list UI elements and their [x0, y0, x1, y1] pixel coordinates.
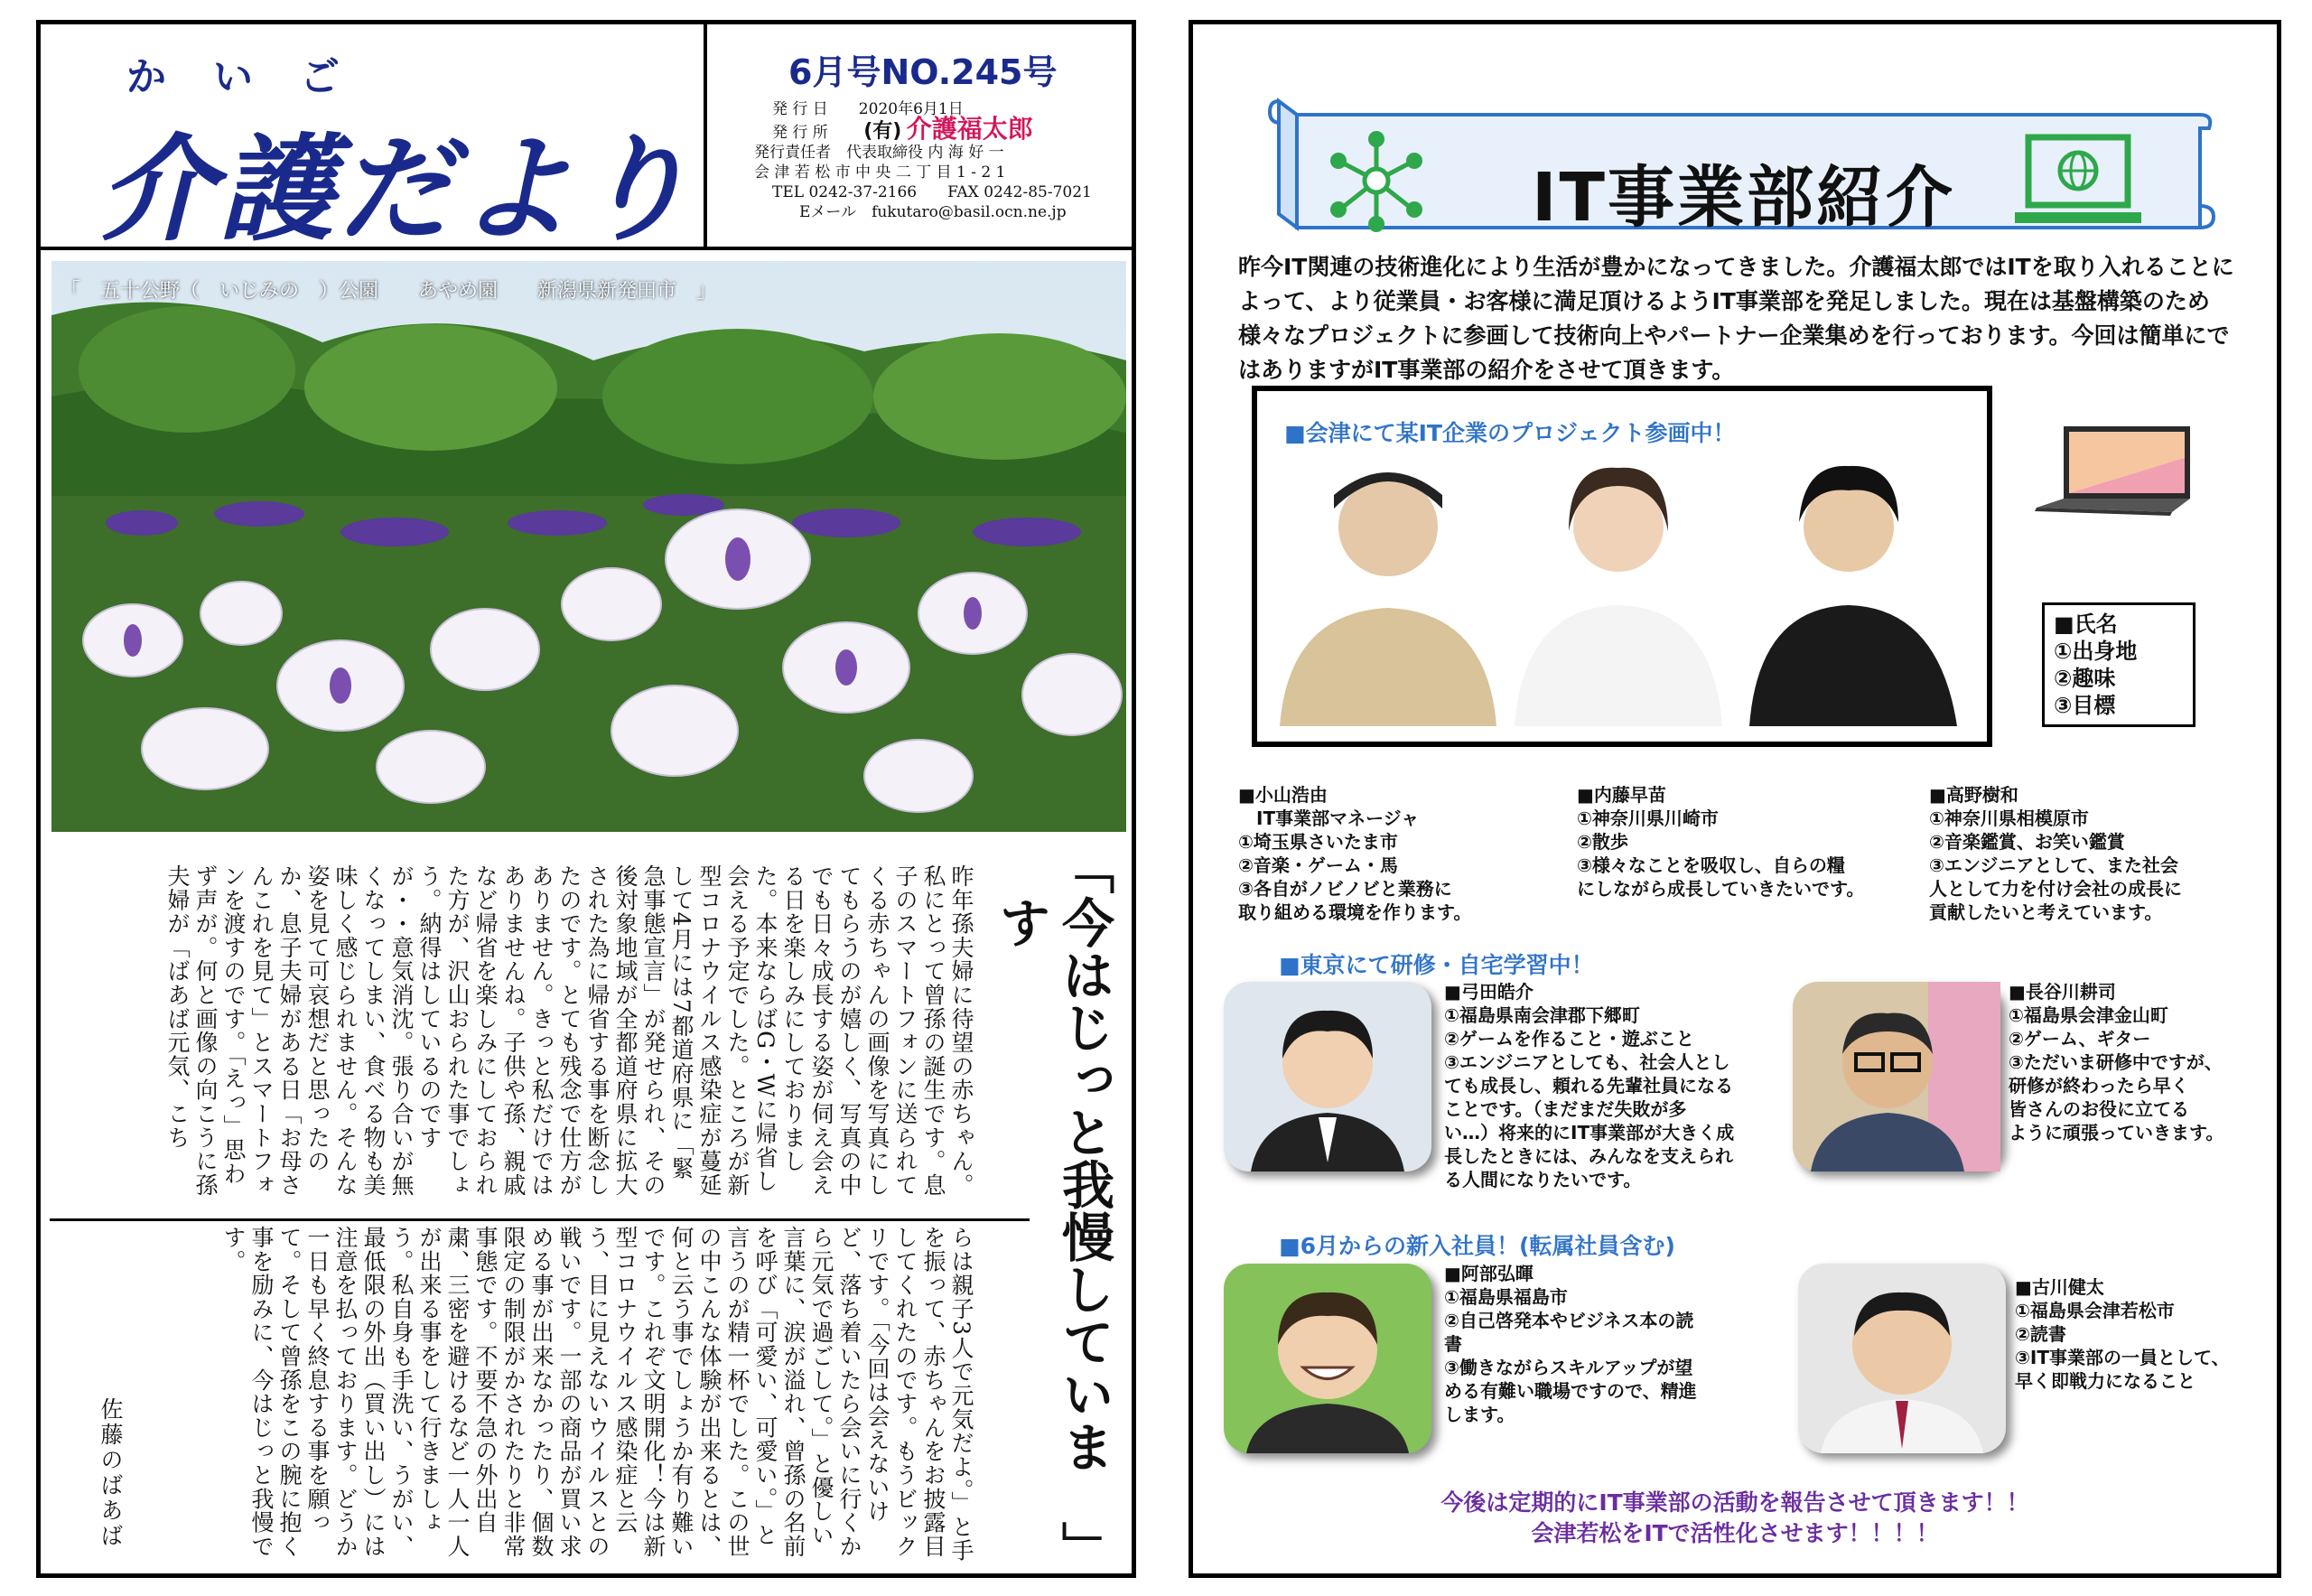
- portrait-illustration: [1793, 982, 2000, 1171]
- article-body-bottom: らは親子3人で元気だよ。」と手を振って、赤ちゃんをお披露目してくれたのです。もうビックリです。「今回は会えないけど、落ち着いたら会いに行くから元気で過ごして。」と優しい言葉に、涙が溢れ、曾孫の名前を呼び「可愛い、可愛い。」と言うのが精一杯でした。この世の中こんな体験が出来るとは、何と云う事でしょうか有り難いです。これぞ文明開化！今は新型コロナウイルス感染症と云う、目に見えないウイルスとの戦いです。一部の商品が買い求める事が出来なかったり、個数限定の制限がかされたりと非常事態です。不要不急の外出自粛、三密を避けるなど一人一人が出来る事をして行きましょう。私自身も手洗い、うがい、最低限の外出（買い出し）には注意を払っております。どうか一日も早く終息する事を願って。そして曾孫をこの腕に抱く事を励みに、今はじっと我慢です。: [220, 1226, 974, 1563]
- profile-line: ③エンジニアとしても、社会人とし: [1444, 1051, 1730, 1073]
- address: 会 津 若 松 市 中 央 二 丁 目 1 - 2 1: [754, 163, 1006, 182]
- profile-line: IT事業部マネージャ: [1238, 807, 1420, 829]
- profile-line: ①福島県南会津郡下郷町: [1444, 1004, 1640, 1026]
- article-body-top: 昨年孫夫婦に待望の赤ちゃん。私にとって曾孫の誕生です。息子のスマートフォンに送られてくる赤ちゃんの画像を写真にしてもらうのが嬉しく、写真の中でも日々成長する姿が伺え会える日を楽しみにしておりました。本来ならばG・Wに帰省し会える予定でした。ところが新型コロナウイルス感染症が蔓延して4月には7都道府県に「緊急事態宣言」が発せられ、その後対象地域が全都道府県に拡大された為に帰省する事を断念したのです。とても残念で仕方がありません。きっと私だけではありませんね。子供や孫、親戚など帰省を楽しみにしておられた方が、沢山おられた事でしょう。納得はしているのですが・・意気消沈。張り合いが無くなってしまい、食べる物も美味しく感じられません。そんな姿を見て可哀想だと思ったのか、息子夫婦がある日「お母さんこれを見て」とスマートフォンを渡すのです。「えっ」思わず声が。何と画像の向こうに孫夫婦が「ばあば元気、こち: [164, 864, 974, 1198]
- profile-line: ②読書: [2015, 1323, 2066, 1345]
- publisher-line: [754, 114, 1136, 144]
- profile-legend: [2042, 602, 2195, 727]
- legend-line: ③目標: [2054, 693, 2116, 718]
- profile-hasegawa: [2009, 980, 2223, 1144]
- profile-name: ■長谷川耕司: [2009, 981, 2116, 1003]
- heading-open-bracket: 「: [1053, 842, 1114, 894]
- article-heading: [990, 842, 1115, 1573]
- heading-close-bracket: 」: [1053, 1521, 1114, 1573]
- profile-line: 人として力を付け会社の成長に: [1929, 878, 2182, 900]
- legend-line: ■氏名: [2054, 611, 2118, 637]
- closing-message: [1193, 1488, 2277, 1549]
- avatar-furukawa: [1798, 1264, 2006, 1453]
- profile-line: します。: [1444, 1404, 1515, 1425]
- profile-line: める有難い職場ですので、精進: [1444, 1380, 1697, 1402]
- publisher-label: 発 行 所: [772, 124, 828, 142]
- newsletter-it-page: [1189, 20, 2281, 1578]
- profile-line: ②音楽・ゲーム・馬: [1238, 854, 1398, 876]
- publisher-prefix: (有): [863, 120, 902, 143]
- profile-yumita: [1444, 980, 1734, 1191]
- profile-koyama: [1238, 783, 1471, 924]
- legend-line: ①出身地: [2054, 639, 2138, 664]
- profile-name: ■阿部弘暉: [1444, 1263, 1534, 1284]
- profile-name: ■高野樹和: [1929, 784, 2018, 806]
- profile-line: ③エンジニアとして、また社会: [1929, 854, 2179, 876]
- team-photo-illustration: [1271, 405, 1972, 726]
- portrait-illustration: [1224, 1264, 1431, 1453]
- profile-line: い…）将来的にIT事業部が大きく成: [1444, 1122, 1735, 1143]
- profile-line: ②自己啓発本やビジネス本の読: [1444, 1310, 1694, 1331]
- portrait-illustration: [1798, 1264, 2006, 1453]
- profile-line: ①福島県会津若松市: [2015, 1300, 2175, 1321]
- profile-abe: [1444, 1262, 1697, 1426]
- profile-line: ように頑張っていきます。: [2009, 1122, 2224, 1143]
- profile-line: にしながら成長していきたいです。: [1577, 878, 1865, 900]
- profile-line: ①神奈川県川崎市: [1577, 807, 1719, 829]
- newsletter-title: 介護だより: [99, 123, 696, 257]
- profile-line: ②ゲーム、ギター: [2009, 1028, 2151, 1050]
- network-people-icon: [1322, 126, 1431, 235]
- profile-line: 書: [1444, 1333, 1462, 1355]
- portrait-illustration: [1224, 982, 1431, 1171]
- section-heading-aizu: ■会津にて某IT企業のプロジェクト参画中！: [1284, 420, 1736, 446]
- profile-furukawa: [2015, 1275, 2230, 1393]
- avatar-abe: [1224, 1264, 1431, 1453]
- profile-line: ても成長し、頼れる先輩社員になる: [1444, 1075, 1733, 1097]
- iris-garden-photo: [51, 261, 1126, 832]
- profile-line: ①福島県福島市: [1444, 1286, 1568, 1308]
- profile-line: ①埼玉県さいたま市: [1238, 831, 1398, 853]
- intro-paragraph: 昨今IT関連の技術進化により生活が豊かになってきました。介護福太郎ではITを取り入れることによって、より従業員・お客様に満足頂けるようIT事業部を発足しました。現在は基盤構築のため様々なプロジェクトに参画して技術向上やパートナー企業集めを行っております。今回は簡単にではありますがIT事業部の紹介をさせて頂きます。: [1238, 254, 2234, 383]
- profile-line: 長したときには、みんなを支えられ: [1444, 1145, 1733, 1167]
- profile-line: ③ただいま研修中ですが、: [2009, 1051, 2223, 1073]
- closing-line-1: 今後は定期的にIT事業部の活動を報告させて頂きます！！: [1440, 1489, 2029, 1516]
- avatar-yumita: [1224, 982, 1431, 1171]
- profile-name: ■弓田皓介: [1444, 981, 1534, 1003]
- laptop-globe-icon: [2010, 133, 2146, 232]
- avatar-hasegawa: [1793, 982, 2000, 1171]
- issue-date: 発 行 日 2020年6月1日: [772, 100, 964, 118]
- masthead-title-block: [41, 24, 707, 257]
- tel-fax: TEL 0242-37-2166 FAX 0242-85-7021: [772, 183, 1092, 201]
- profile-line: ②音楽鑑賞、お笑い鑑賞: [1929, 831, 2125, 853]
- article-heading-text: 今はじっと我慢しています: [990, 896, 1114, 1472]
- article-author: 佐藤のばあば: [98, 1397, 124, 1549]
- section-heading-new-employees: ■6月からの新入社員！(転属社員含む): [1279, 1233, 1675, 1259]
- laptop-image: [2018, 422, 2199, 530]
- publisher-name: 介護福太郎: [906, 114, 1033, 144]
- section-heading-tokyo: ■東京にて研修・自宅学習中！: [1279, 952, 1594, 978]
- profile-name: ■内藤早苗: [1577, 784, 1666, 806]
- profile-line: 取り組める環境を作ります。: [1238, 901, 1472, 923]
- profile-line: ①福島県会津金山町: [2009, 1004, 2168, 1026]
- profile-line: ことです。（まだまだ失敗が多: [1444, 1098, 1687, 1120]
- legend-line: ②趣味: [2054, 666, 2116, 691]
- profile-line: ①神奈川県相模原市: [1929, 807, 2089, 829]
- profile-line: 貢献したいと考えています。: [1929, 901, 2163, 923]
- profile-name: ■小山浩由: [1238, 784, 1328, 806]
- photo-caption: 「 五十公野（ いじみの ）公園 あやめ園 新潟県新発田市 」: [61, 280, 717, 303]
- profile-line: ③働きながらスキルアップが望: [1444, 1357, 1693, 1378]
- profile-naito: [1577, 783, 1864, 901]
- profile-line: ③各自がノビノビと業務に: [1238, 878, 1452, 900]
- banner-scroll: [1261, 92, 2214, 246]
- column-divider: [50, 1218, 1030, 1221]
- team-photo: [1271, 405, 1973, 728]
- email: Eメール fukutaro@basil.ocn.ne.jp: [799, 203, 1067, 221]
- profile-line: 研修が終わったら早く: [2009, 1075, 2189, 1097]
- profile-line: ③様々なことを吸収し、自らの糧: [1577, 854, 1845, 876]
- newsletter-front-page: [36, 20, 1136, 1578]
- iris-garden-illustration: [51, 261, 1126, 832]
- profile-line: ②散歩: [1577, 831, 1628, 853]
- profile-name: ■古川健太: [2015, 1276, 2104, 1298]
- profile-line: る人間になりたいです。: [1444, 1169, 1642, 1190]
- team-photo-frame: [1252, 386, 1992, 747]
- profile-line: ②ゲームを作ること・遊ぶこと: [1444, 1028, 1694, 1050]
- profile-line: 皆さんのお役に立てる: [2009, 1098, 2189, 1120]
- profile-takano: [1929, 783, 2182, 924]
- profile-line: ③IT事業部の一員として、: [2015, 1347, 2230, 1368]
- banner-title: IT事業部紹介: [1532, 159, 1956, 237]
- responsible-person: 発行責任者 代表取締役 内 海 好 一: [754, 144, 1004, 162]
- closing-line-2: 会津若松をITで活性化させます！！！！: [1531, 1520, 1939, 1546]
- title-furigana: かいご: [126, 54, 387, 100]
- masthead-info-block: [707, 24, 1136, 250]
- profile-line: 早く即戦力になること: [2015, 1370, 2195, 1392]
- issue-number: 6月号NO.245号: [788, 52, 1058, 92]
